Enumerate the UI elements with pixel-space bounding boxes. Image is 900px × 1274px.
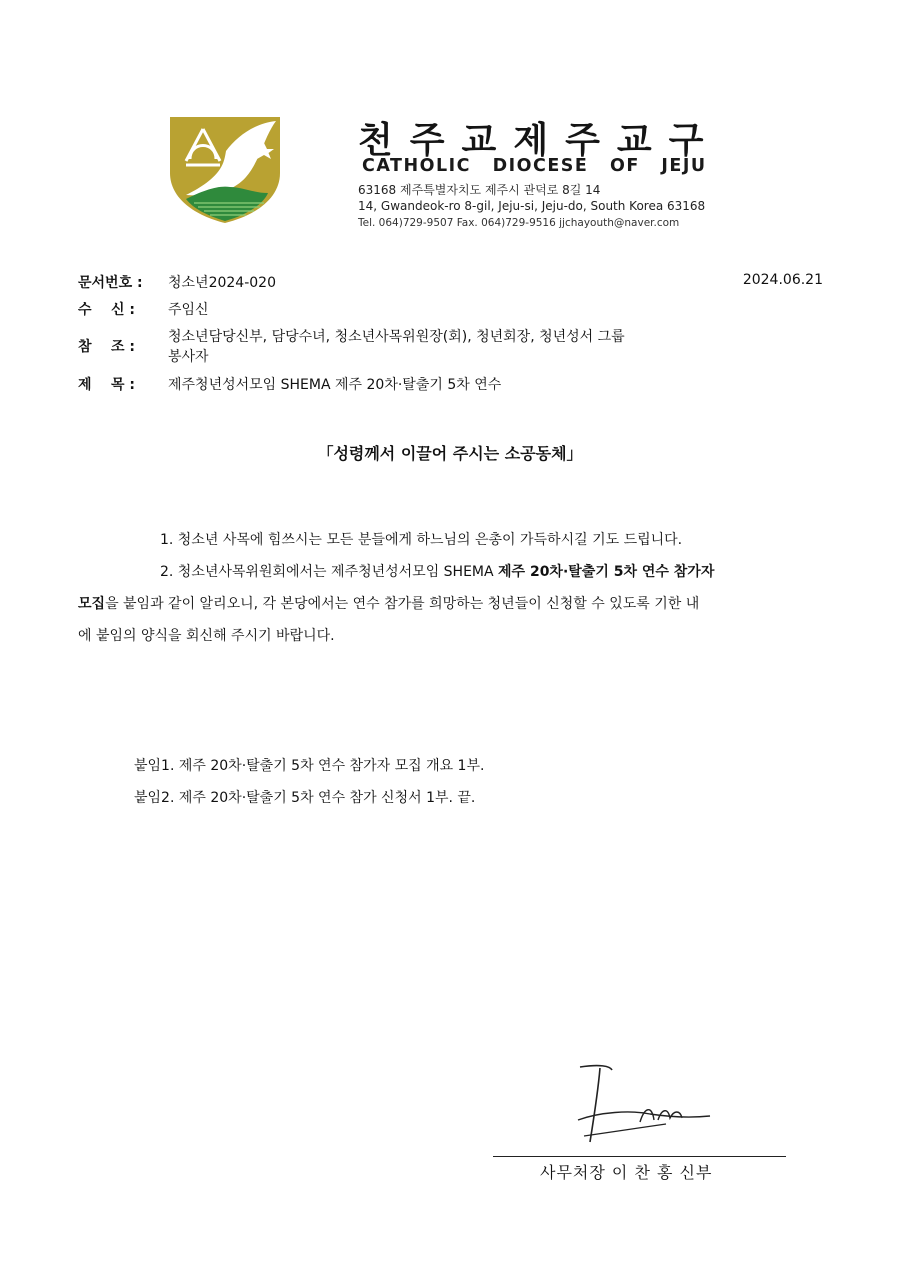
paragraph-2-line-2 [78, 593, 699, 613]
document-theme-title: 「성령께서 이끌어 주시는 소공동체」 [317, 444, 583, 463]
attachment-2: 붙임2. 제주 20차·탈출기 5차 연수 참가 신청서 1부. 끝. [134, 790, 476, 806]
recipient: 주임신 [168, 302, 209, 318]
signer-name: 사무처장 이 찬 홍 신부 [540, 1163, 713, 1182]
subject-label: 제 목 : [78, 377, 136, 393]
doc-date: 2024.06.21 [742, 272, 823, 288]
paragraph-2-text: 2. 청소년사목위원회에서는 제주청년성서모임 SHEMA [160, 564, 499, 580]
paragraph-2-line-3: 에 붙임의 양식을 회신해 주시기 바랍니다. [78, 628, 335, 644]
org-name-english: CATHOLIC DIOCESE OF JEJU [362, 156, 707, 176]
paragraph-2-text-2: 을 붙임과 같이 알리오니, 각 본당에서는 연수 참가를 희망하는 청년들이 신청할 수 있도록 기한 내 [105, 596, 700, 612]
doc-number-label: 문서번호 : [78, 275, 143, 291]
paragraph-1: 1. 청소년 사목에 힘쓰시는 모든 분들에게 하느님의 은총이 가득하시길 기도 드립니다. [160, 532, 683, 548]
reference-label: 참 조 : [78, 339, 136, 355]
doc-number: 청소년2024-020 [168, 275, 276, 291]
address-english: 14, Gwandeok-ro 8-gil, Jeju-si, Jeju-do, South Korea 63168 [358, 199, 706, 213]
reference-line-2: 봉사자 [168, 349, 209, 365]
reference-line-1: 청소년담당신부, 담당수녀, 청소년사목위원장(회), 청년회장, 청년성서 그룹 [168, 329, 625, 345]
recipient-label: 수 신 : [78, 302, 136, 318]
contact-info: Tel. 064)729-9507 Fax. 064)729-9516 jjchayouth@naver.com [358, 217, 680, 229]
signature-line [493, 1156, 786, 1157]
org-name-korean: 천주교제주교구 [358, 120, 721, 161]
diocese-emblem-logo [168, 115, 282, 225]
subject: 제주청년성서모임 SHEMA 제주 20차·탈출기 5차 연수 [168, 377, 502, 393]
paragraph-2-line-1 [160, 561, 714, 581]
paragraph-2-bold-text: 제주 20차·탈출기 5차 연수 참가자 [498, 564, 715, 580]
paragraph-2-bold-text-2: 모집 [78, 596, 106, 612]
handwritten-signature [570, 1062, 720, 1147]
address-korean: 63168 제주특별자치도 제주시 관덕로 8길 14 [358, 183, 601, 197]
attachment-1: 붙임1. 제주 20차·탈출기 5차 연수 참가자 모집 개요 1부. [134, 758, 485, 774]
